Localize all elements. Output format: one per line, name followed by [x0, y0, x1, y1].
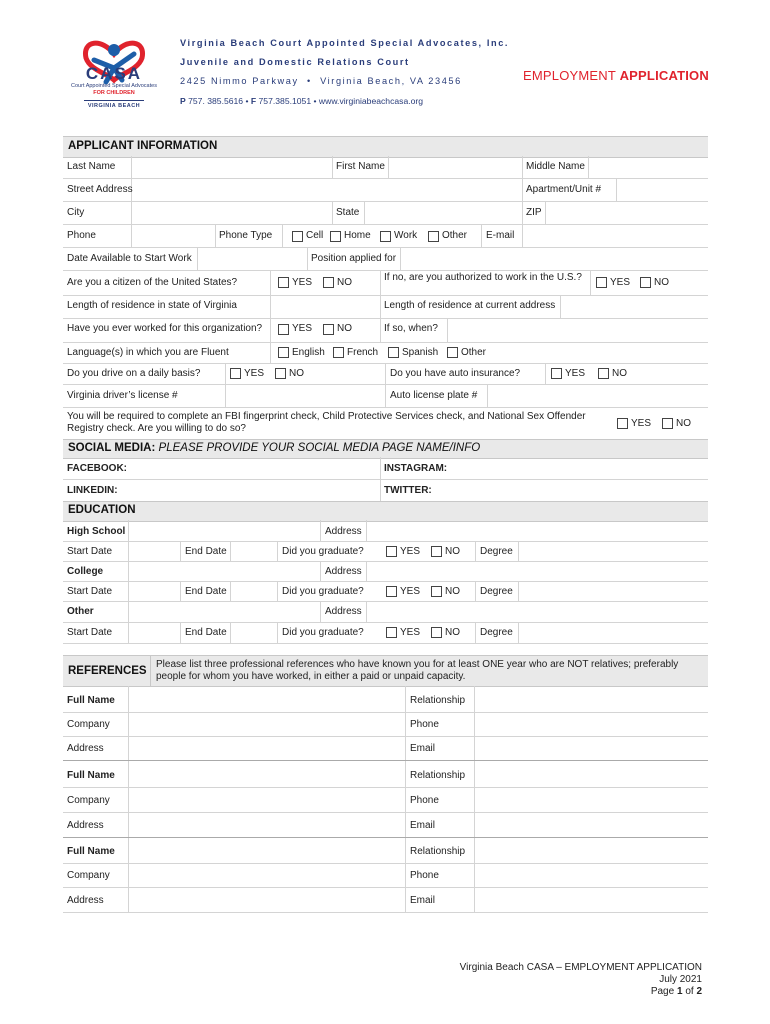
background-yes-checkbox[interactable] [617, 418, 628, 429]
apartment-field[interactable] [617, 179, 707, 200]
cell-divider [380, 318, 381, 342]
citizen-no-checkbox[interactable] [323, 277, 334, 288]
school-address-label: Address [325, 566, 362, 577]
reference-relationship-field[interactable] [475, 687, 707, 711]
state-label: State [336, 207, 360, 218]
reference-email-label: Email [410, 743, 436, 754]
graduate-question: Did you graduate? [282, 586, 364, 597]
court-name: Juvenile and Domestic Relations Court [180, 57, 410, 67]
authorized-yes-label: YES [610, 277, 631, 288]
row-divider [63, 407, 708, 408]
graduate-no-label: NO [445, 586, 460, 597]
insurance-question: Do you have auto insurance? [390, 368, 521, 379]
license-field[interactable] [226, 385, 384, 406]
instagram-label: INSTAGRAM: [384, 463, 448, 474]
cell-divider [270, 342, 271, 363]
title-part2: APPLICATION [619, 68, 709, 83]
residence-address-field[interactable] [561, 296, 707, 317]
start-date-label: Start Date [67, 627, 113, 638]
graduate-no-checkbox[interactable] [431, 546, 442, 557]
authorized-no-label: NO [654, 277, 669, 288]
phone-prefix: P [180, 96, 186, 106]
reference-email-field[interactable] [475, 888, 707, 911]
cell-divider [332, 201, 333, 224]
reference-company-field[interactable] [129, 788, 404, 811]
other-language-label: Other [461, 347, 487, 358]
references-heading: REFERENCES [68, 665, 147, 677]
worked-question: Have you ever worked for this organization? [67, 323, 263, 334]
citizen-question: Are you a citizen of the United States? [67, 277, 238, 288]
background-no-label: NO [676, 418, 691, 429]
if-so-when-label: If so, when? [384, 323, 438, 334]
languages-label: Language(s) in which you are Fluent [67, 347, 229, 358]
email-field[interactable] [523, 225, 707, 246]
degree-field[interactable] [519, 582, 707, 600]
cell-divider [522, 178, 523, 201]
title-part1: EMPLOYMENT [523, 68, 616, 83]
graduate-yes-label: YES [400, 546, 421, 557]
degree-label: Degree [480, 586, 513, 597]
separator: • [313, 96, 317, 106]
applicant-section-header [63, 136, 708, 158]
cell-divider [277, 581, 278, 601]
background-check-line1: You will be required to complete an FBI fingerprint check, Child Protective Services check, and National Sex Offender [67, 411, 586, 422]
reference-email-field[interactable] [475, 813, 707, 836]
reference-full-name-label: Full Name [67, 846, 115, 857]
start-date-field[interactable] [129, 582, 179, 600]
page-prefix: Page [650, 986, 675, 997]
residence-address-label: Length of residence at current address [384, 300, 556, 311]
cell-divider [405, 761, 406, 837]
cell-divider [277, 541, 278, 561]
drive-no-label: NO [289, 368, 304, 379]
position-label: Position applied for [311, 253, 397, 264]
page-current: 1 [676, 986, 683, 997]
page-of: of [685, 986, 694, 997]
work-label: Work [394, 230, 418, 241]
reference-address-field[interactable] [129, 813, 404, 836]
middle-name-label: Middle Name [526, 161, 585, 172]
facebook-label: FACEBOOK: [67, 463, 127, 474]
middle-name-field[interactable] [589, 157, 707, 178]
start-date-label: Start Date [67, 586, 113, 597]
cell-divider [270, 318, 271, 342]
drive-yes-label: YES [244, 368, 265, 379]
linkedin-field[interactable] [128, 480, 376, 500]
reference-phone-field[interactable] [475, 713, 707, 735]
citizen-yes-label: YES [292, 277, 313, 288]
school-address-field[interactable] [367, 562, 707, 580]
cell-divider [380, 270, 381, 295]
city-label: City [67, 207, 85, 218]
if-so-when-field[interactable] [448, 319, 707, 341]
reference-full-name-field[interactable] [129, 687, 404, 711]
school-address-field[interactable] [367, 521, 707, 540]
reference-full-name-field[interactable] [129, 762, 404, 786]
row-divider [63, 837, 708, 838]
degree-label: Degree [480, 546, 513, 557]
casa-logo [64, 24, 164, 124]
insurance-no-label: NO [612, 368, 627, 379]
applicant-heading: APPLICANT INFORMATION [68, 140, 218, 152]
apartment-label: Apartment/Unit # [526, 184, 602, 195]
logo-name: CASA [85, 64, 143, 83]
cell-divider [307, 247, 308, 270]
org-fax: 757.385.1051 [258, 96, 312, 106]
worked-yes-checkbox[interactable] [278, 324, 289, 335]
city-field[interactable] [132, 202, 331, 223]
street-address-label: Street Address [67, 184, 133, 195]
graduate-yes-checkbox[interactable] [386, 546, 397, 557]
phone-type-label: Phone Type [219, 230, 273, 241]
authorized-yes-checkbox[interactable] [596, 277, 607, 288]
insurance-yes-checkbox[interactable] [551, 368, 562, 379]
residence-virginia-label: Length of residence in state of Virginia [67, 300, 237, 311]
school-name-label: College [67, 566, 104, 577]
date-available-label: Date Available to Start Work [67, 253, 192, 264]
social-section-header [63, 439, 708, 459]
background-no-checkbox[interactable] [662, 418, 673, 429]
references-note-line1: Please list three professional references who have known you for at least ONE year who are NOT relatives; preferably [156, 659, 679, 670]
reference-full-name-label: Full Name [67, 770, 115, 781]
graduate-question: Did you graduate? [282, 546, 364, 557]
org-phone: 757. 385.5616 [188, 96, 244, 106]
school-name-field[interactable] [129, 602, 319, 621]
reference-address-label: Address [67, 743, 104, 754]
social-heading-note: PLEASE PROVIDE YOUR SOCIAL MEDIA PAGE NAME/INFO [158, 442, 481, 454]
worked-yes-label: YES [292, 323, 313, 334]
reference-address-field[interactable] [129, 888, 404, 911]
graduate-no-checkbox[interactable] [431, 586, 442, 597]
graduate-no-label: NO [445, 627, 460, 638]
end-date-field[interactable] [231, 582, 276, 600]
work-checkbox[interactable] [380, 231, 391, 242]
spanish-checkbox[interactable] [388, 347, 399, 358]
residence-virginia-field[interactable] [271, 296, 379, 317]
zip-label: ZIP [526, 207, 542, 218]
reference-address-label: Address [67, 895, 104, 906]
facebook-field[interactable] [135, 458, 375, 478]
reference-full-name-field[interactable] [129, 839, 404, 862]
cell-divider [385, 363, 386, 384]
cell-divider [475, 622, 476, 643]
social-heading [68, 442, 480, 454]
citizen-no-label: NO [337, 277, 352, 288]
cell-divider [475, 541, 476, 561]
row-divider [63, 342, 708, 343]
social-heading-title: SOCIAL MEDIA: [68, 442, 156, 454]
first-name-label: First Name [336, 161, 385, 172]
instagram-field[interactable] [455, 458, 705, 478]
reference-full-name-label: Full Name [67, 695, 115, 706]
reference-email-field[interactable] [475, 737, 707, 759]
start-date-field[interactable] [129, 623, 179, 642]
state-field[interactable] [365, 202, 521, 223]
cell-divider [332, 156, 333, 179]
footer-page-number [651, 986, 702, 997]
fax-prefix: F [250, 96, 257, 106]
footer-form-name: Virginia Beach CASA – EMPLOYMENT APPLICATION [459, 962, 702, 973]
reference-company-label: Company [67, 719, 110, 730]
reference-phone-label: Phone [410, 795, 439, 806]
date-available-field[interactable] [198, 248, 306, 269]
cell-divider [405, 686, 406, 760]
worked-no-label: NO [337, 323, 352, 334]
cell-divider [320, 520, 321, 541]
end-date-label: End Date [185, 627, 227, 638]
twitter-field[interactable] [440, 480, 705, 500]
reference-relationship-field[interactable] [475, 839, 707, 862]
cell-divider [180, 622, 181, 643]
authorized-question: If no, are you authorized to work in the U.S.? [384, 272, 582, 283]
cell-label: Cell [306, 230, 324, 241]
background-yes-label: YES [631, 418, 652, 429]
education-section-header [63, 501, 708, 522]
end-date-label: End Date [185, 586, 227, 597]
worked-no-checkbox[interactable] [323, 324, 334, 335]
org-website[interactable]: www.virginiabeachcasa.org [318, 96, 424, 106]
other-language-checkbox[interactable] [447, 347, 458, 358]
org-name: Virginia Beach Court Appointed Special Advocates, Inc. [180, 38, 510, 48]
page-total: 2 [696, 986, 702, 997]
reference-company-label: Company [67, 795, 110, 806]
education-heading: EDUCATION [68, 504, 136, 516]
graduate-yes-label: YES [400, 627, 421, 638]
reference-company-field[interactable] [129, 864, 404, 886]
start-date-field[interactable] [129, 542, 179, 560]
school-name-field[interactable] [129, 521, 319, 540]
school-name-label: High School [67, 526, 126, 537]
cell-divider [320, 601, 321, 622]
school-address-label: Address [325, 606, 362, 617]
reference-email-label: Email [410, 820, 436, 831]
end-date-label: End Date [185, 546, 227, 557]
cell-divider [481, 224, 482, 247]
reference-company-label: Company [67, 870, 110, 881]
reference-relationship-label: Relationship [410, 846, 466, 857]
graduate-yes-checkbox[interactable] [386, 586, 397, 597]
footer-date: July 2021 [659, 974, 702, 985]
graduate-question: Did you graduate? [282, 627, 364, 638]
first-name-field[interactable] [389, 157, 521, 178]
other-phone-label: Other [442, 230, 468, 241]
cell-divider [180, 581, 181, 601]
graduate-yes-checkbox[interactable] [386, 627, 397, 638]
cell-divider [180, 541, 181, 561]
plate-label: Auto license plate # [390, 390, 478, 401]
org-contact [180, 96, 423, 106]
school-name-label: Other [67, 606, 94, 617]
twitter-label: TWITTER: [384, 485, 432, 496]
document-title [523, 68, 709, 83]
other-phone-checkbox[interactable] [428, 231, 439, 242]
cell-divider [475, 581, 476, 601]
school-address-label: Address [325, 526, 362, 537]
french-label: French [347, 347, 379, 358]
logo-tagline-red: FOR CHILDREN [93, 90, 135, 96]
reference-address-field[interactable] [129, 737, 404, 759]
reference-phone-label: Phone [410, 870, 439, 881]
org-address: 2425 Nimmo Parkway • Virginia Beach, VA 23456 [180, 76, 462, 86]
cell-divider [380, 295, 381, 318]
cell-divider [215, 224, 216, 247]
cell-divider [320, 561, 321, 581]
last-name-label: Last Name [67, 161, 116, 172]
citizen-yes-checkbox[interactable] [278, 277, 289, 288]
email-label: E-mail [486, 230, 515, 241]
row-divider [63, 760, 708, 761]
cell-divider [545, 363, 546, 384]
reference-phone-field[interactable] [475, 864, 707, 886]
cell-divider [522, 201, 523, 224]
degree-field[interactable] [519, 542, 707, 560]
end-date-field[interactable] [231, 623, 276, 642]
french-checkbox[interactable] [333, 347, 344, 358]
row-divider [63, 643, 708, 644]
cell-divider [225, 363, 226, 384]
reference-address-label: Address [67, 820, 104, 831]
position-field[interactable] [401, 248, 707, 269]
cell-divider [150, 655, 151, 686]
cell-divider [522, 156, 523, 179]
insurance-yes-label: YES [565, 368, 586, 379]
drive-no-checkbox[interactable] [275, 368, 286, 379]
school-address-field[interactable] [367, 602, 707, 621]
insurance-no-checkbox[interactable] [598, 368, 609, 379]
graduate-no-label: NO [445, 546, 460, 557]
logo-tagline: Court Appointed Special Advocates [71, 83, 157, 89]
home-label: Home [344, 230, 371, 241]
logo-divider [84, 100, 144, 101]
street-address-field[interactable] [132, 179, 521, 200]
cell-divider [282, 224, 283, 247]
cell-divider [385, 384, 386, 407]
cell-divider [277, 622, 278, 643]
reference-company-field[interactable] [129, 713, 404, 735]
reference-phone-label: Phone [410, 719, 439, 730]
degree-field[interactable] [519, 623, 707, 642]
cell-divider [590, 270, 591, 295]
separator: • [245, 96, 249, 106]
graduate-yes-label: YES [400, 586, 421, 597]
phone-label: Phone [67, 230, 96, 241]
reference-relationship-label: Relationship [410, 770, 466, 781]
drive-question: Do you drive on a daily basis? [67, 368, 201, 379]
cell-divider [380, 457, 381, 501]
linkedin-label: LINKEDIN: [67, 485, 118, 496]
cell-checkbox[interactable] [292, 231, 303, 242]
reference-phone-field[interactable] [475, 788, 707, 811]
start-date-label: Start Date [67, 546, 113, 557]
reference-relationship-label: Relationship [410, 695, 466, 706]
references-note-line2: people for whom you have worked, in either a paid or unpaid capacity. [156, 671, 466, 682]
english-label: English [292, 347, 325, 358]
license-label: Virginia driver’s license # [67, 390, 178, 401]
home-checkbox[interactable] [330, 231, 341, 242]
school-name-field[interactable] [129, 562, 319, 580]
authorized-no-checkbox[interactable] [640, 277, 651, 288]
english-checkbox[interactable] [278, 347, 289, 358]
graduate-no-checkbox[interactable] [431, 627, 442, 638]
reference-relationship-field[interactable] [475, 762, 707, 786]
logo-location: VIRGINIA BEACH [87, 103, 141, 109]
row-divider [63, 270, 708, 271]
row-divider [63, 912, 708, 913]
last-name-field[interactable] [132, 157, 331, 178]
phone-field[interactable] [132, 225, 214, 246]
plate-field[interactable] [488, 385, 707, 406]
zip-field[interactable] [546, 202, 707, 223]
end-date-field[interactable] [231, 542, 276, 560]
drive-yes-checkbox[interactable] [230, 368, 241, 379]
background-check-line2: Registry check. Are you willing to do so? [67, 423, 246, 434]
cell-divider [270, 270, 271, 295]
spanish-label: Spanish [402, 347, 439, 358]
cell-divider [405, 838, 406, 912]
reference-email-label: Email [410, 895, 436, 906]
degree-label: Degree [480, 627, 513, 638]
